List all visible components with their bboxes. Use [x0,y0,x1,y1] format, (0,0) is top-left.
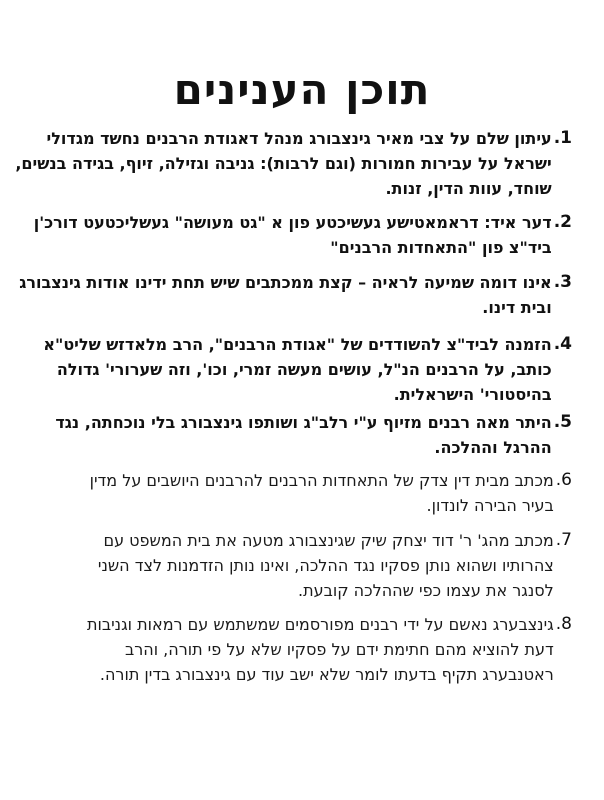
toc-item-line: שוחד, עוות הדין, זנות. [385,179,552,198]
toc-item-line: גינצבערג נאשם על ידי רבנים מפורסמים שמשתמש עם רמאות וגניבות [86,615,554,634]
toc-item-number: 6. [555,470,572,490]
toc-item-8 [12,612,572,687]
toc-item-line: ההרגל וההלכה. [434,438,552,457]
toc-item-line: ראטנבערג תקיף בדעתו לומר שלא ישב עוד עם גינצבורג בדין תורה. [99,665,554,684]
toc-item-line: בהיסטורי' הישראלית. [393,385,552,404]
toc-item-line: אינו דומה שמיעה לראיה – קצת ממכתבים שיש תחת ידינו אודות גינצבורג [19,273,552,292]
toc-item-number: 1. [553,128,572,148]
toc-item-line: ובית דינו. [482,298,552,317]
toc-item-line: בעיר הבירה לונדון. [426,496,554,515]
toc-item-number: 4. [553,334,572,354]
toc-item-text [12,270,552,320]
page-title: תוכן הענינים [173,65,431,114]
toc-item-text [12,410,552,460]
toc-item-line: היתר מאה רבנים מזיוף ע"י רלב"ג ושותפו גינצבורג בלי נוכחתה, נגד [55,413,552,432]
toc-item-line: צהרותיו ושהוא נותן פסקיו נגד ההלכה, ואינו נותן הזדמנות לצד השני [97,556,554,575]
toc-item-1 [12,126,572,201]
toc-item-line: ישראל על עבירות חמורות (וגם לרבות): גניבה וגזילה, זיוף, בגידה בנשים, [15,154,552,173]
toc-item-line: מכתב מהג' ר' דוד יצחק שיק שגינצבורג מטעה את בית המשפט עם [103,531,554,550]
toc-item-line: מכתב מבית דין צדק של התאחדות הרבנים להרבנים היושבים על מדין [89,471,554,490]
toc-item-number: 2. [553,212,572,232]
toc-item-line: הזמנה לביד"צ להשודדים של "אגודת הרבנים", הרב מלאדזש שליט"א [43,335,552,354]
toc-item-4 [12,332,572,407]
toc-item-line: לסנגר את עצמו כפי שההלכה קובעת. [298,581,554,600]
toc-item-number: 5. [553,412,572,432]
toc-item-2 [12,210,572,260]
toc-item-5 [12,410,572,460]
toc-item-text [12,468,554,518]
toc-item-3 [12,270,572,320]
toc-item-6 [12,468,572,518]
toc-item-line: עיתון שלם על צבי מאיר גינצבורג מנהל דאגודת הרבנים נחשד מגדולי [46,129,552,148]
toc-item-number: 8. [555,614,572,634]
toc-item-number: 7. [555,530,572,550]
toc-item-text [12,528,554,603]
toc-item-text [12,332,552,407]
toc-item-7 [12,528,572,603]
toc-item-number: 3. [553,272,572,292]
toc-item-line: דער איד: דראמאטישע געשיכטע פון א "גט מעושה" געשליכטעט דורכ'ן [33,213,552,232]
toc-item-text [12,612,554,687]
toc-item-text [12,126,552,201]
toc-item-line: דעת להוציא מהם חתימת ידם על פסקיו שלא על פי תורה, והרב [124,640,554,659]
toc-item-line: כותב, על הרבנים הנ"ל, עושים מעשה זמרי, וכו', וזה שערורי' גדולה [56,360,552,379]
toc-item-text [12,210,552,260]
toc-item-line: ביד"צ פון "התאחדות הרבנים" [330,238,552,257]
